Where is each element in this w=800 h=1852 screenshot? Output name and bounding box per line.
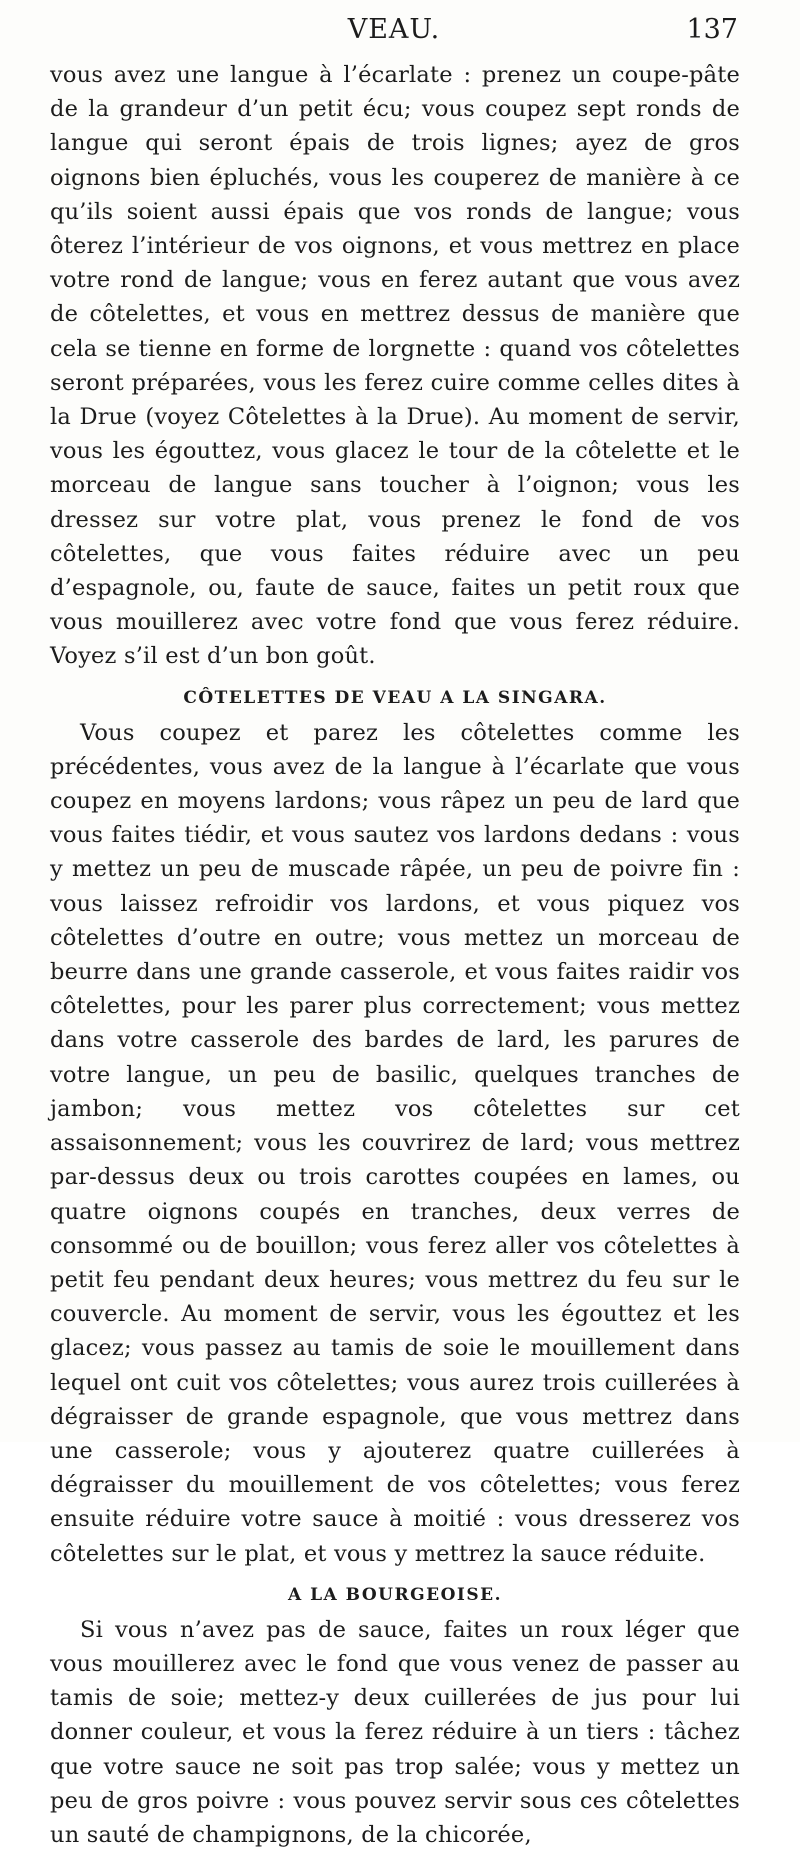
paragraph-singara: Vous coupez et parez les côtelettes comme les précédentes, vous avez de la langue à l’écarlate que vous coupez en moyens lardons; vous râpez un peu de lard que vous faites tiédir, et vous sautez vos lardons dedans : vous y mettez un peu de muscade râpée, un peu de poivre fin : vous laissez refroidir vos lardons, et vous piquez vos côtelettes d’outre en outre; vous mettez un morceau de beurre dans une grande casserole, et vous faites raidir vos côtelettes, pour les parer plus correctement; vous mettez dans votre casserole des bardes de lard, les parures de votre langue, un peu de basilic, quelques tranches de jambon; vous mettez vos côtelettes sur cet assaisonnement; vous les couvrirez de lard; vous mettrez par-dessus deux ou trois carottes coupées en lames, ou quatre oignons coupés en tranches, deux verres de consommé ou de bouillon; vous ferez aller vos côtelettes à petit feu pendant deux heures; vous mettrez du feu sur le couvercle. Au moment de servir, vous les égouttez et les glacez; vous passez au tamis de soie le mouillement dans lequel ont cuit vos côtelettes; vous aurez trois cuillerées à dégraisser de grande espagnole, que vous mettrez dans une casserole; vous y ajouterez quatre cuillerées à dégraisser du mouillement de vos côtelettes; vous ferez ensuite réduire votre sauce à moitié : vous dresserez vos côtelettes sur le plat, et vous y mettrez la sauce réduite. [50, 719, 740, 1567]
paragraph-continued: vous avez une langue à l’écarlate : prenez un coupe-pâte de la grandeur d’un petit écu; vous coupez sept ronds de langue qui seront épais de trois lignes; ayez de gros oignons bien épluchés, vous les couperez de manière à ce qu’ils soient aussi épais que vos ronds de langue; vous ôterez l’intérieur de vos oignons, et vous mettrez en place votre rond de langue; vous en ferez autant que vous avez de côtelettes, et vous en mettrez dessus de manière que cela se tienne en forme de lorgnette : quand vos côtelettes seront préparées, vous les ferez cuire comme celles dites à la Drue (voyez Côtelettes à la Drue). Au moment de servir, vous les égouttez, vous glacez le tour de la côtelette et le morceau de langue sans toucher à l’oignon; vous les dressez sur votre plat, vous prenez le fond de vos côtelettes, que vous faites réduire avec un peu d’espagnole, ou, faute de sauce, faites un petit roux que vous mouillerez avec votre fond que vous ferez réduire. Voyez s’il est d’un bon goût. [50, 62, 740, 670]
section-heading-bourgeoise: A LA BOURGEOISE. [287, 1584, 502, 1605]
paragraph-bourgeoise: Si vous n’avez pas de sauce, faites un roux léger que vous mouillerez avec le fond que vous venez de passer au tamis de soie; mettez-y deux cuillerées de jus pour lui donner couleur, et vous la ferez réduire à un tiers : tâchez que votre sauce ne soit pas trop salée; vous y mettez un peu de gros poivre : vous pouvez servir sous ces côtelettes un sauté de champignons, de la chicorée, [50, 1616, 740, 1848]
running-title: VEAU. [347, 14, 441, 45]
page-number: 137 [686, 14, 738, 45]
body-text [50, 58, 740, 1852]
section-heading-singara: CÔTELETTES DE VEAU A LA SINGARA. [183, 687, 607, 708]
running-head [50, 14, 738, 54]
